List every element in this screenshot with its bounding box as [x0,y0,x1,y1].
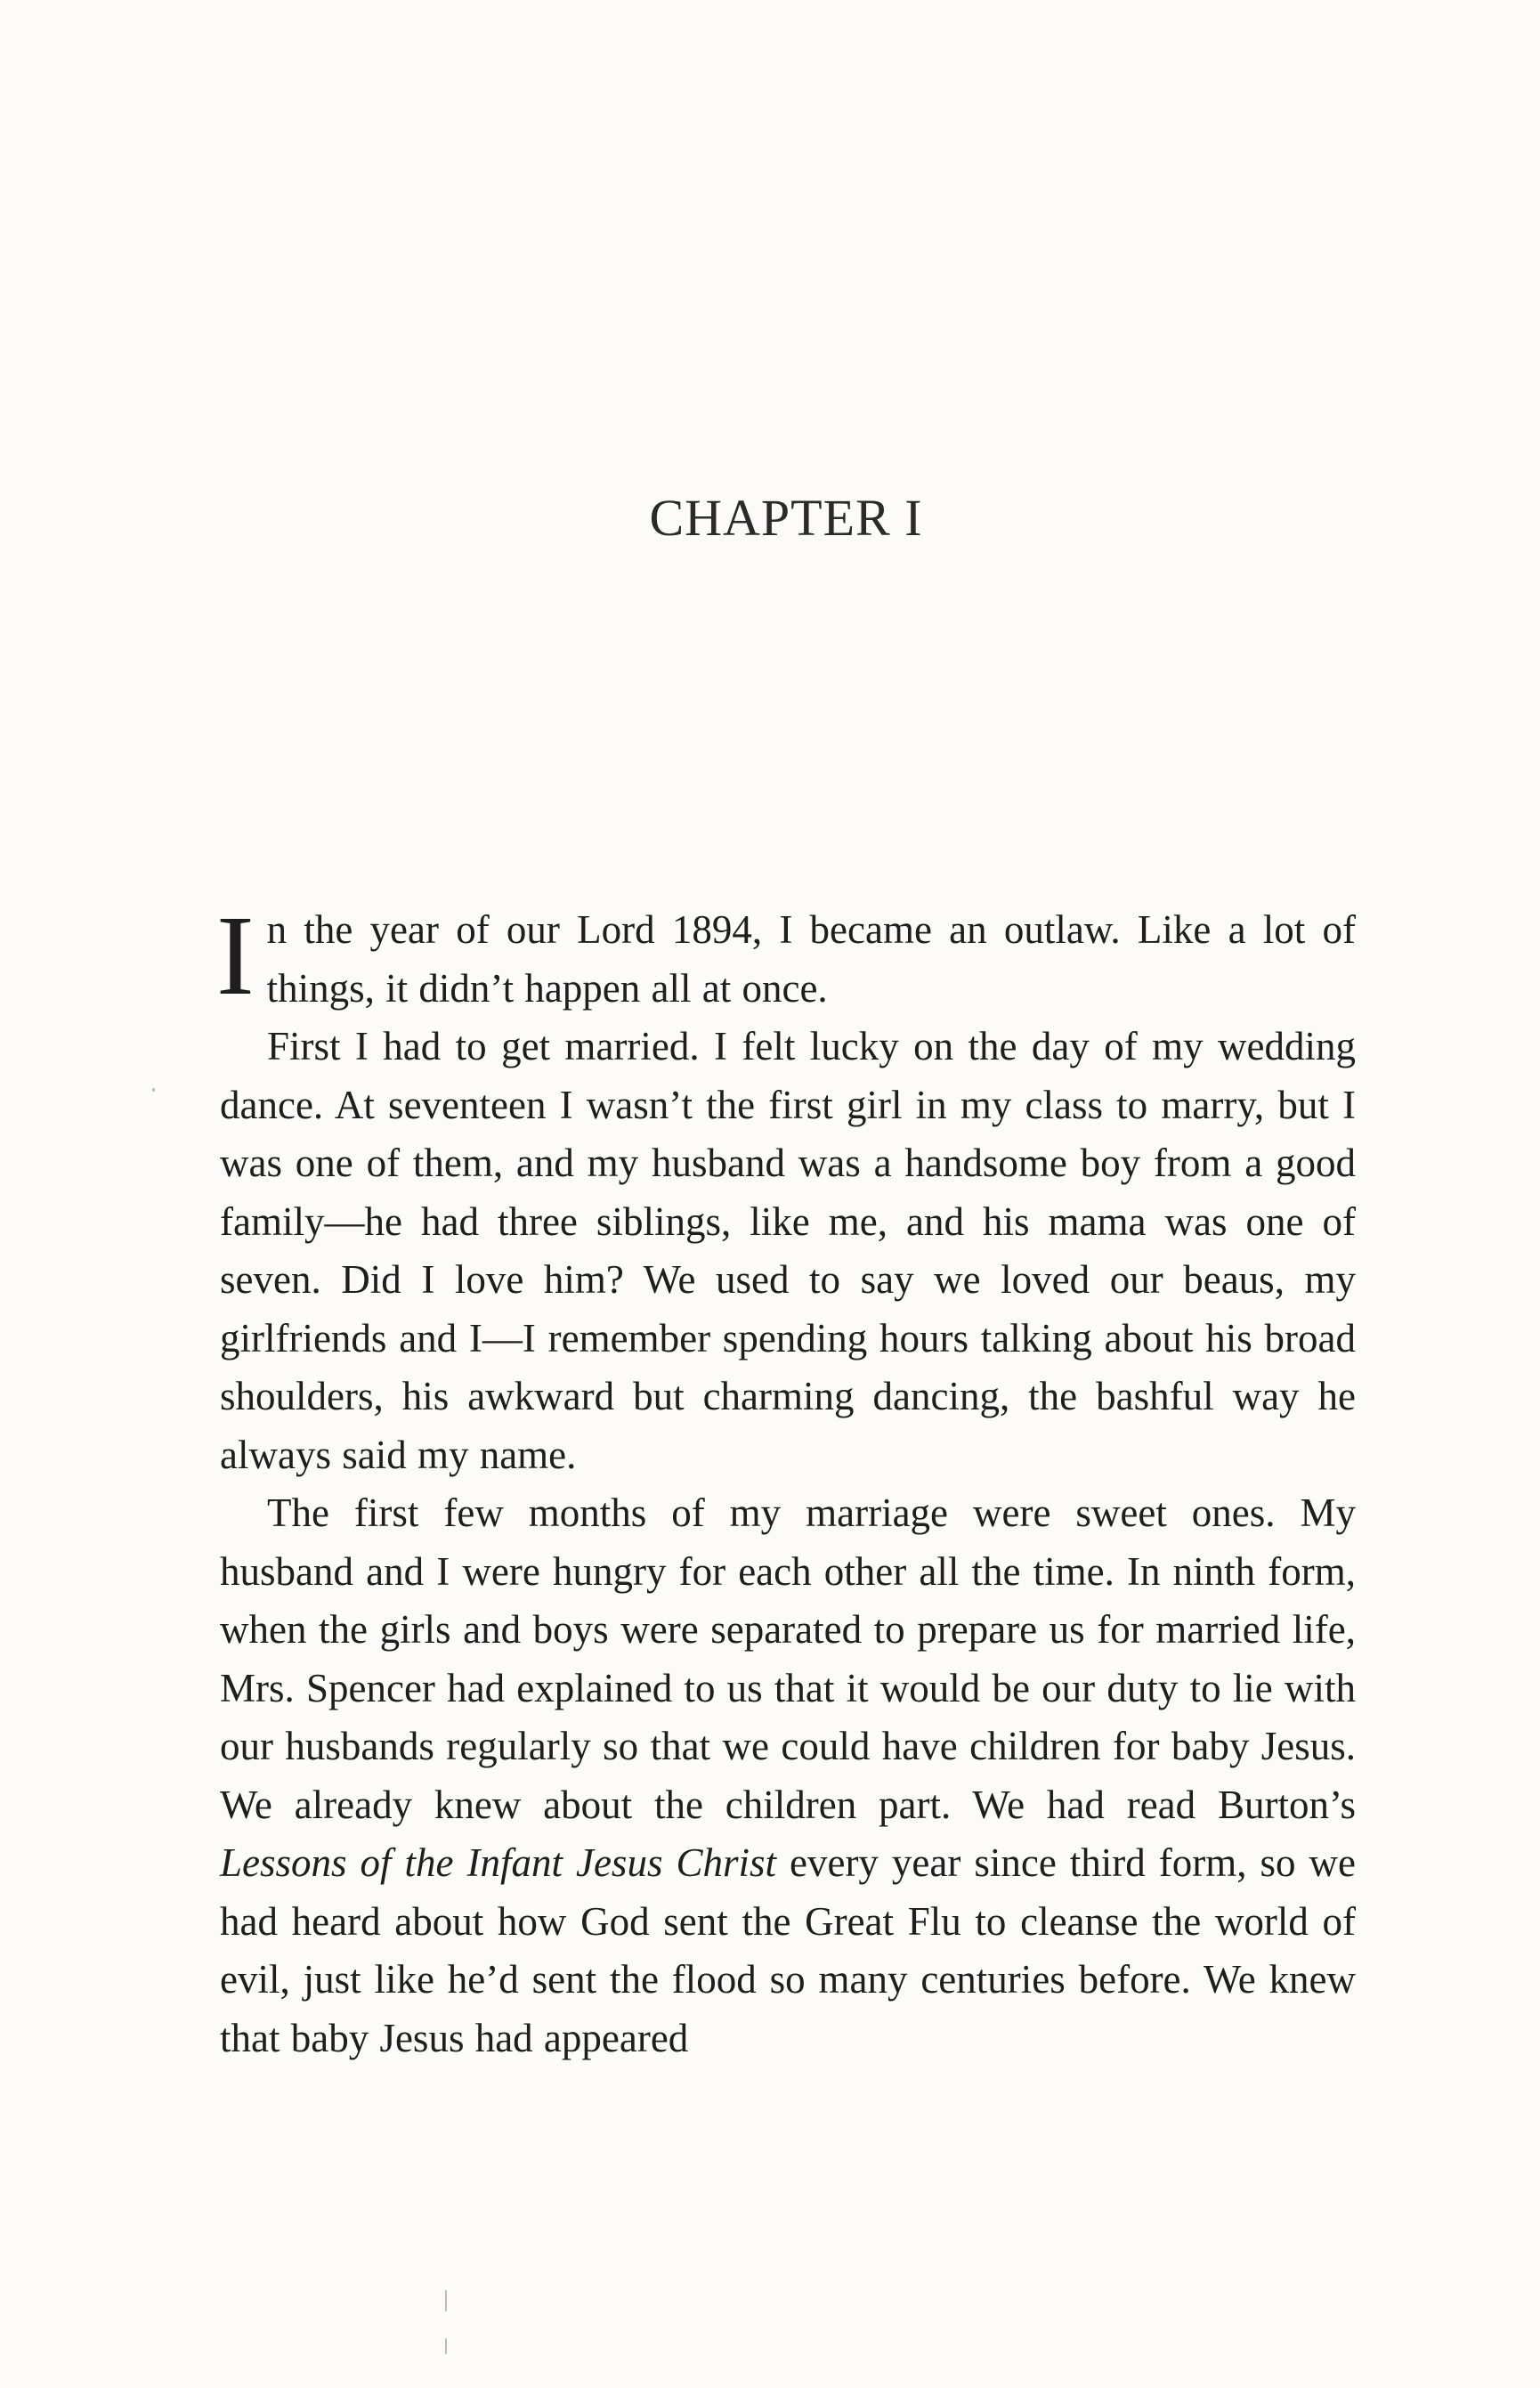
paragraph-2: First I had to get married. I felt lucky on the day of my wedding dance. At seventeen I wasn’t the first girl in my class to marry, but I was one of them, and my husband was a handsome boy from a good family—he had three siblings, like me, and his mama was one of seven. Did I love him? We used to say we loved our beaus, my girlfriends and I—I remember spending hours talking about his broad shoulders, his awkward but charming dancing, the bashful way he always said my name. [220,1024,1356,1477]
paragraph-1 [216,892,1356,1019]
paragraph-3-text-b: every year since third form, so we had heard about how God sent the Great Flu to cleanse the world of evil, just like he’d sent the flood so many centuries before. We knew that baby Jesus had appeared [220,1840,1356,2060]
scan-speck [445,2338,447,2354]
scan-speck [445,2290,447,2311]
chapter-body [216,892,1356,2067]
chapter-heading: CHAPTER I [649,489,923,547]
book-title: Lessons of the Infant Jesus Christ [220,1840,776,1885]
drop-cap: I [216,892,255,1019]
paragraph-3 [220,1484,1356,2067]
paragraph-3-text-a: The first few months of my marriage were sweet ones. My husband and I were hungry for each other all the time. In ninth form, when the girls and boys were separated to prepare us for married life, Mrs. Spencer had explained to us that it would be our duty to lie with our husbands regularly so that we could have children for baby Jesus. We already knew about the children part. We had read Burton’s [220,1490,1356,1827]
scan-speck [152,1088,155,1092]
paragraph-1-text: n the year of our Lord 1894, I became an outlaw. Like a lot of things, it didn’t happen all at once. [266,907,1356,1011]
